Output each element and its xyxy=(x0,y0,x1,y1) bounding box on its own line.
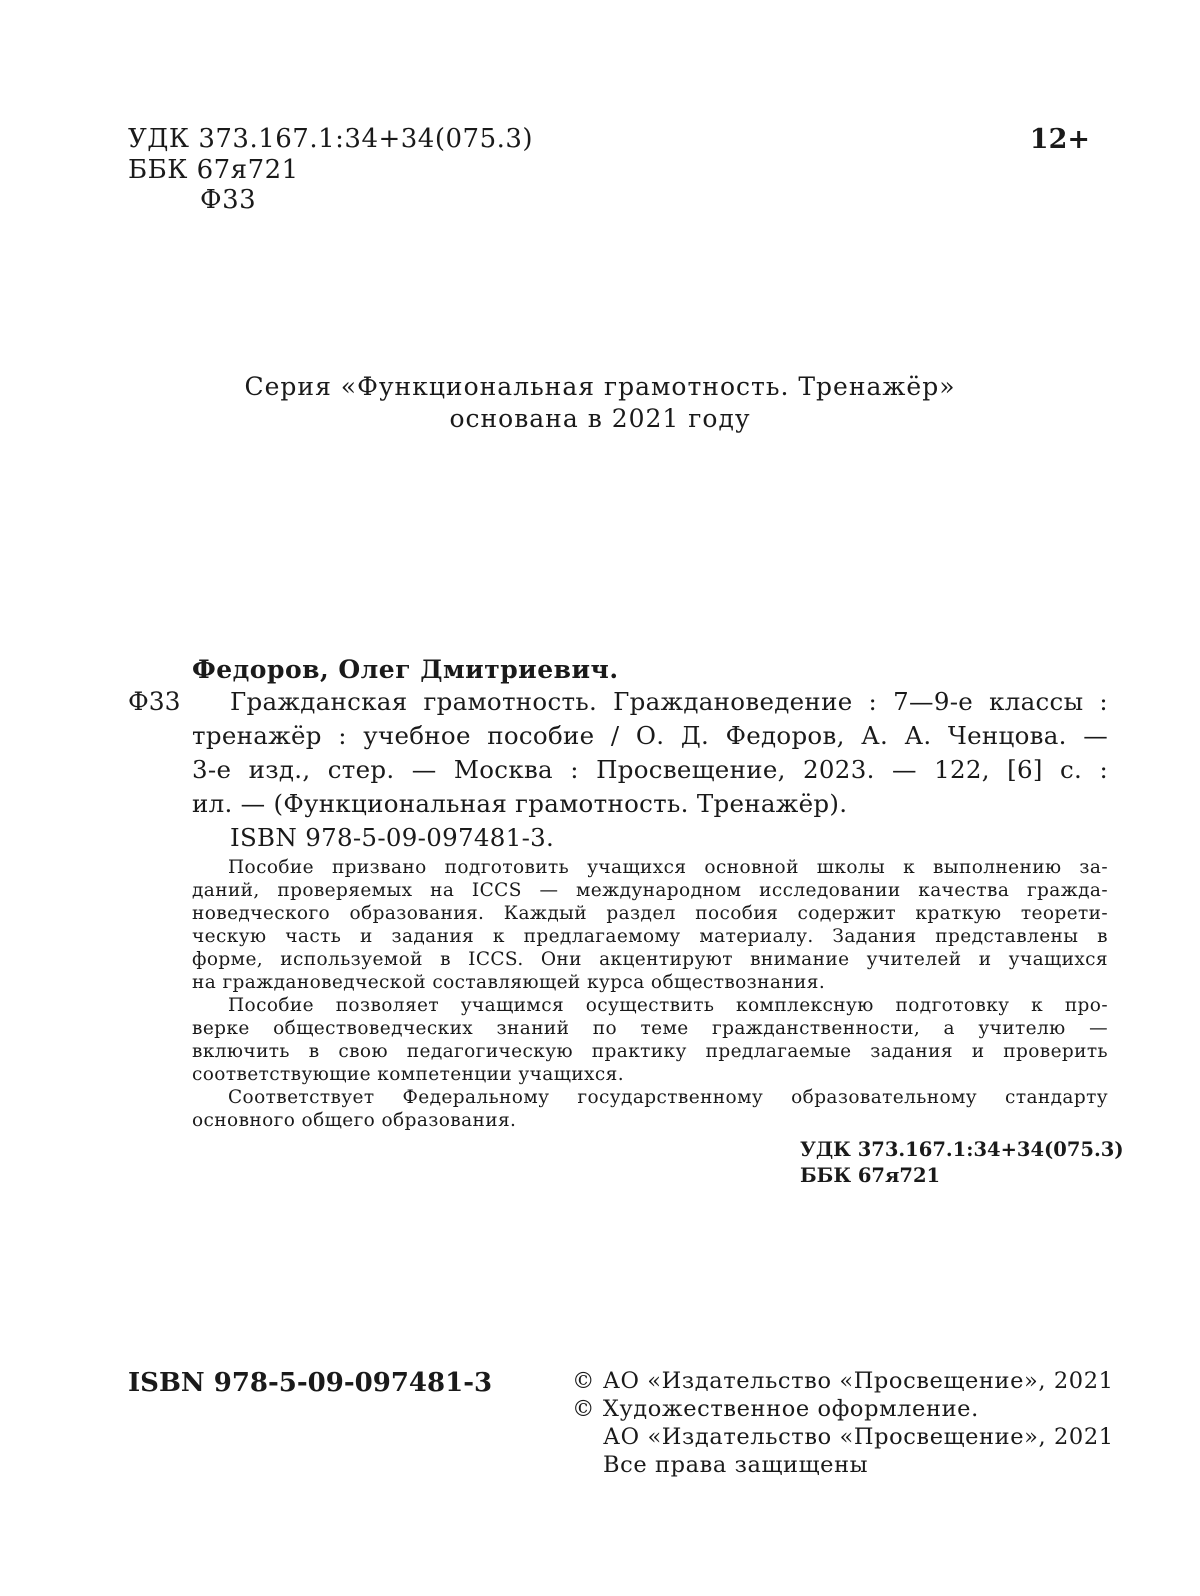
annotation-line: Пособие позволяет учащимся осуществить комплексную подготовку к про- xyxy=(228,995,1108,1016)
series-line-2: основана в 2021 году xyxy=(449,404,751,433)
annotation-line: включить в свою педагогическую практику предлагаемые задания и проверить xyxy=(192,1041,1108,1062)
card-udk: УДК 373.167.1:34+34(075.3) xyxy=(800,1138,1124,1161)
annotation-line: Соответствует Федеральному государственному образовательному стандарту xyxy=(228,1087,1108,1108)
age-rating: 12+ xyxy=(1029,124,1090,155)
header-udk: УДК 373.167.1:34+34(075.3) xyxy=(128,124,534,154)
card-title-line: Гражданская грамотность. Граждановедение : 7—9-е классы : xyxy=(230,687,1108,716)
copyright-line: © Художественное оформление. xyxy=(572,1396,979,1422)
series-line-1: Серия «Функциональная грамотность. Тренажёр» xyxy=(244,372,956,401)
footer-isbn: ISBN 978-5-09-097481-3 xyxy=(128,1368,493,1398)
card-author-mark: Ф33 xyxy=(128,687,181,716)
copyright-line: АО «Издательство «Просвещение», 2021 xyxy=(603,1424,1114,1450)
annotation-line: даний, проверяемых на ICCS — международном исследовании качества гражда- xyxy=(192,880,1108,901)
card-title-line: 3-е изд., стер. — Москва : Просвещение, 2023. — 122, [6] с. : xyxy=(192,755,1108,784)
card-author: Федоров, Олег Дмитриевич. xyxy=(192,655,619,684)
card-bbk: ББК 67я721 xyxy=(800,1164,941,1187)
annotation-line: новедческого образования. Каждый раздел пособия содержит краткую теорети- xyxy=(192,903,1108,924)
annotation-line: соответствующие компетенции учащихся. xyxy=(192,1064,624,1085)
copyright-line: © АО «Издательство «Просвещение», 2021 xyxy=(572,1368,1114,1394)
annotation-line: на граждановедческой составляющей курса обществознания. xyxy=(192,972,826,993)
header-bbk: ББК 67я721 xyxy=(128,155,299,185)
card-title-line: тренажёр : учебное пособие / О. Д. Федоров, А. А. Ченцова. — xyxy=(192,721,1108,750)
annotation-line: верке обществоведческих знаний по теме гражданственности, а учителю — xyxy=(192,1018,1108,1039)
annotation-line: ческую часть и задания к предлагаемому материалу. Задания представлены в xyxy=(192,926,1108,947)
header-author-mark: Ф33 xyxy=(200,185,257,215)
annotation-line: основного общего образования. xyxy=(192,1110,517,1131)
annotation-line: Пособие призвано подготовить учащихся основной школы к выполнению за- xyxy=(228,857,1108,878)
annotation-line: форме, используемой в ICCS. Они акцентируют внимание учителей и учащихся xyxy=(192,949,1108,970)
copyright-line: Все права защищены xyxy=(603,1452,869,1478)
card-title-line: ил. — (Функциональная грамотность. Тренажёр). xyxy=(192,789,848,818)
card-isbn: ISBN 978-5-09-097481-3. xyxy=(230,823,555,852)
